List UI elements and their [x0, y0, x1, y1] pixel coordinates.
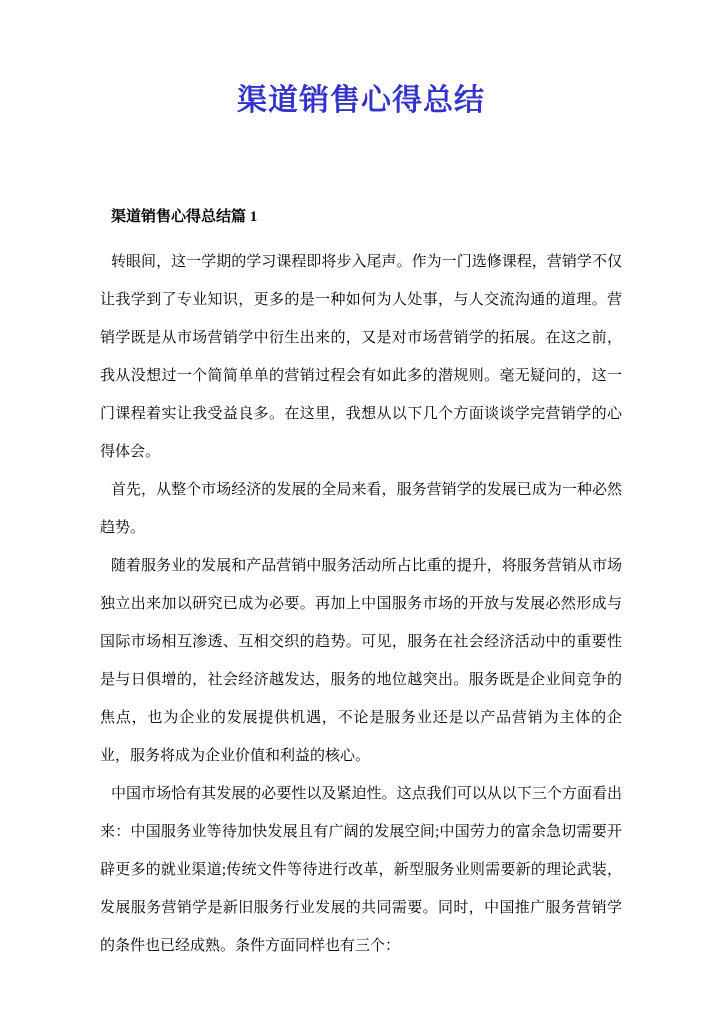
paragraph: 中国市场恰有其发展的必要性以及紧迫性。这点我们可以从以下三个方面看出来：中国服务业等待加快发展且有广阔的发展空间;中国劳力的富余急切需要开辟更多的就业渠道;传统文件等待进行改革，新型服务业则需要新的理论武装，发展服务营销学是新旧服务行业发展的共同需要。同时，中国推广服务营销学的条件也已经成熟。条件方面同样也有三个：	[100, 786, 622, 954]
paragraph: 转眼间，这一学期的学习课程即将步入尾声。作为一门选修课程，营销学不仅让我学到了专业知识，更多的是一种如何为人处事，与人交流沟通的道理。营销学既是从市场营销学中衍生出来的，又是对市场营销学的拓展。在这之前，我从没想过一个简简单单的营销过程会有如此多的潜规则。毫无疑问的，这一门课程着实让我受益良多。在这里，我想从以下几个方面谈谈学完营销学的心得体会。	[100, 254, 622, 460]
paragraph: 随着服务业的发展和产品营销中服务活动所占比重的提升，将服务营销从市场独立出来加以研究已成为必要。再加上中国服务市场的开放与发展必然形成与国际市场相互渗透、互相交织的趋势。可见，服务在社会经济活动中的重要性是与日俱增的，社会经济越发达，服务的地位越突出。服务既是企业间竞争的焦点，也为企业的发展提供机遇，不论是服务业还是以产品营销为主体的企业，服务将成为企业价值和利益的核心。	[100, 558, 622, 764]
paragraph: 首先，从整个市场经济的发展的全局来看，服务营销学的发展已成为一种必然趋势。	[100, 482, 622, 536]
section-heading: 渠道销售心得总结篇 1	[111, 209, 258, 225]
document-title: 渠道销售心得总结	[237, 84, 485, 117]
